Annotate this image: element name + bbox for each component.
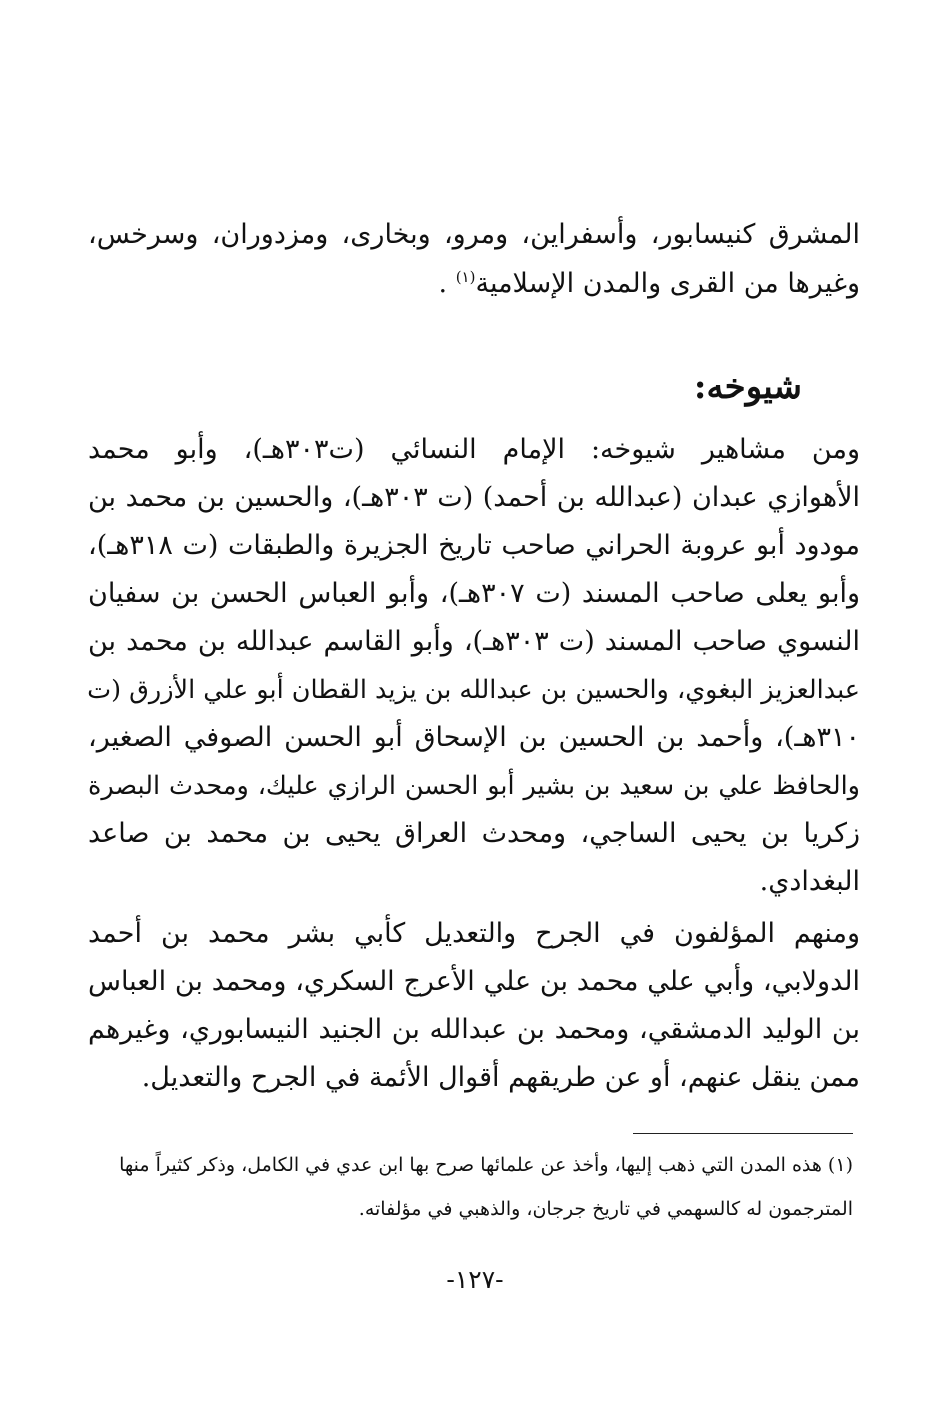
footnote-line-1: (١) هذه المدن التي ذهب إليها، وأخذ عن علمائها صرح بها ابن عدي في الكامل، وذكر كثيراً منها bbox=[119, 1154, 853, 1176]
paragraph2-line-4: ممن ينقل عنهم، أو عن طريقهم أقوال الأئمة في الجرح والتعديل. bbox=[141, 1062, 860, 1093]
paragraph1-line-3: مودود أبو عروبة الحراني صاحب تاريخ الجزيرة والطبقات (ت ٣١٨هـ)، bbox=[88, 530, 860, 561]
paragraph1-line-4: وأبو يعلى صاحب المسند (ت ٣٠٧هـ)، وأبو العباس الحسن بن سفيان bbox=[88, 578, 860, 609]
intro-line-2 bbox=[88, 264, 860, 304]
footnote-separator bbox=[633, 1133, 853, 1134]
page-number: -١٢٧- bbox=[446, 1265, 504, 1294]
intro-end-mark: . bbox=[438, 268, 448, 299]
paragraph1-line-6: عبدالعزيز البغوي، والحسين بن عبدالله بن يزيد القطان أبو علي الأزرق (ت bbox=[87, 675, 860, 705]
intro-line-1: المشرق كنيسابور، وأسفراين، ومرو، وبخارى، ومزدوران، وسرخس، bbox=[88, 219, 860, 250]
footnote-reference: (١) bbox=[455, 268, 476, 286]
paragraph2-line-3: بن الوليد الدمشقي، ومحمد بن عبدالله بن الجنيد النيسابوري، وغيرهم bbox=[88, 1014, 860, 1045]
section-heading: شيوخه: bbox=[693, 367, 802, 407]
paragraph2-line-1: ومنهم المؤلفون في الجرح والتعديل كأبي بشر محمد بن أحمد bbox=[88, 918, 860, 949]
paragraph1-line-9: زكريا بن يحيى الساجي، ومحدث العراق يحيى بن محمد بن صاعد bbox=[88, 818, 860, 849]
paragraph1-line-10: البغدادي. bbox=[759, 866, 860, 897]
footnote-line-2: المترجمون له كالسهمي في تاريخ جرجان، والذهبي في مؤلفاته. bbox=[358, 1198, 853, 1220]
paragraph1-line-1: ومن مشاهير شيوخه: الإمام النسائي (ت٣٠٣هـ)، وأبو محمد bbox=[88, 434, 860, 465]
paragraph1-line-7: ٣١٠هـ)، وأحمد بن الحسين بن الإسحاق أبو الحسن الصوفي الصغير، bbox=[88, 722, 860, 753]
paragraph1-line-2: الأهوازي عبدان (عبدالله بن أحمد) (ت ٣٠٣هـ)، والحسين بن محمد بن bbox=[88, 482, 860, 513]
paragraph1-line-8: والحافظ علي بن سعيد بن بشير أبو الحسن الرازي عليك، ومحدث البصرة bbox=[88, 771, 860, 801]
paragraph2-line-2: الدولابي، وأبي علي محمد بن علي الأعرج السكري، ومحمد بن العباس bbox=[88, 966, 860, 997]
paragraph1-line-5: النسوي صاحب المسند (ت ٣٠٣هـ)، وأبو القاسم عبدالله بن محمد بن bbox=[88, 626, 860, 657]
intro-line-2-text: وغيرها من القرى والمدن الإسلامية bbox=[475, 268, 860, 299]
